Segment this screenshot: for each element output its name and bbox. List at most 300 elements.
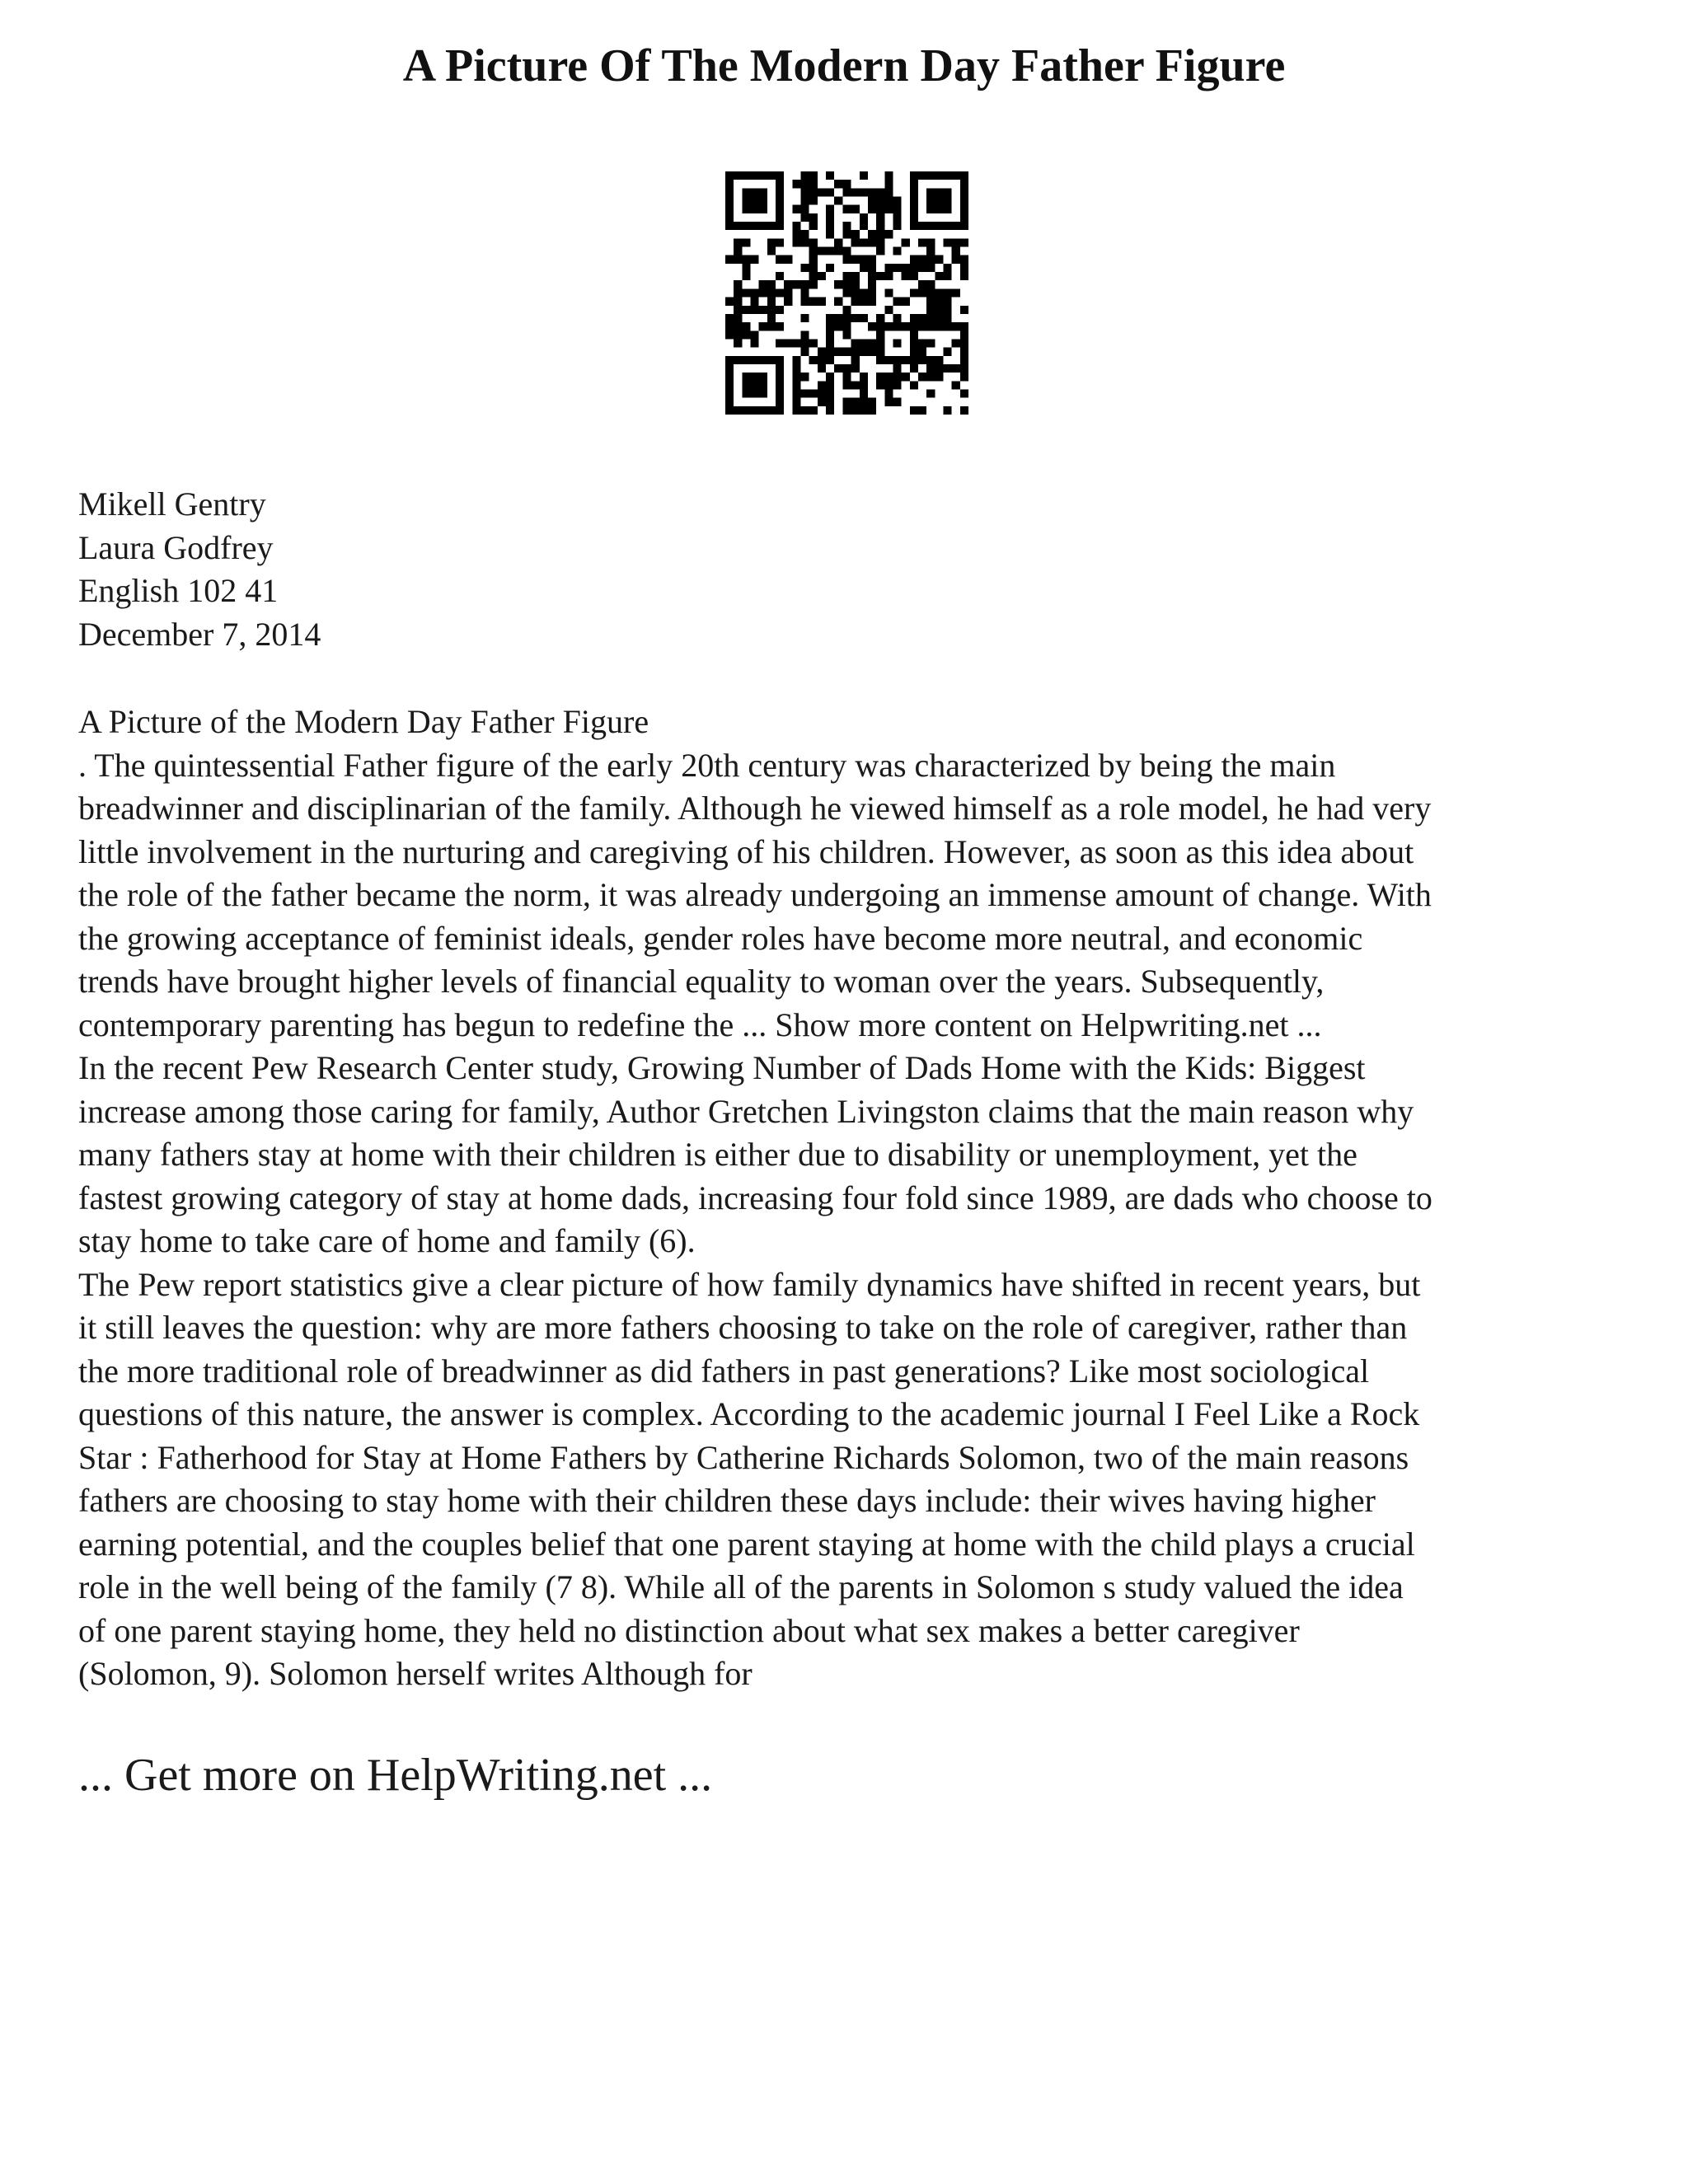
qr-module bbox=[943, 288, 951, 297]
qr-module bbox=[725, 180, 734, 188]
qr-module bbox=[809, 188, 818, 196]
qr-module bbox=[884, 230, 893, 238]
qr-module bbox=[952, 255, 960, 264]
qr-module bbox=[792, 230, 800, 238]
qr-module bbox=[876, 272, 884, 280]
qr-module bbox=[926, 280, 935, 288]
author-name: Mikell Gentry bbox=[78, 485, 266, 523]
qr-module bbox=[759, 188, 767, 196]
qr-module bbox=[952, 247, 960, 255]
qr-module bbox=[818, 364, 826, 373]
qr-module bbox=[734, 280, 742, 288]
qr-module bbox=[776, 381, 784, 389]
qr-module bbox=[884, 171, 893, 180]
qr-module bbox=[860, 171, 868, 180]
qr-module bbox=[801, 171, 809, 180]
qr-module bbox=[935, 255, 943, 264]
qr-module bbox=[734, 322, 742, 330]
qr-module bbox=[926, 306, 935, 314]
qr-module bbox=[725, 330, 734, 339]
qr-module bbox=[926, 389, 935, 397]
qr-module bbox=[751, 381, 759, 389]
qr-module bbox=[884, 398, 893, 406]
qr-module bbox=[751, 356, 759, 364]
qr-module bbox=[910, 314, 918, 322]
qr-module bbox=[742, 306, 750, 314]
qr-module bbox=[792, 180, 800, 188]
qr-module bbox=[884, 264, 893, 272]
qr-module bbox=[725, 205, 734, 213]
qr-module bbox=[910, 222, 918, 230]
essay-line: questions of this nature, the answer is complex. According to the academic journal I Feel Like a Rock bbox=[78, 1395, 1420, 1432]
qr-module bbox=[943, 322, 951, 330]
qr-module bbox=[818, 348, 826, 356]
qr-module bbox=[792, 238, 800, 246]
qr-module bbox=[734, 306, 742, 314]
qr-module bbox=[826, 356, 834, 364]
essay-line: stay home to take care of home and family (6). bbox=[78, 1222, 696, 1259]
qr-module bbox=[734, 314, 742, 322]
qr-module bbox=[910, 356, 918, 364]
qr-module bbox=[751, 389, 759, 397]
qr-module bbox=[767, 356, 776, 364]
qr-module bbox=[876, 222, 884, 230]
qr-module bbox=[776, 288, 784, 297]
qr-module bbox=[960, 197, 968, 205]
qr-module bbox=[884, 197, 893, 205]
qr-module bbox=[818, 381, 826, 389]
essay-line: . The quintessential Father figure of the early 20th century was characterized by being the main bbox=[78, 746, 1336, 784]
qr-module bbox=[960, 272, 968, 280]
qr-module bbox=[725, 364, 734, 373]
qr-module bbox=[935, 171, 943, 180]
qr-module bbox=[784, 288, 792, 297]
qr-module bbox=[842, 322, 851, 330]
qr-module bbox=[767, 406, 776, 415]
document-title: A Picture Of The Modern Day Father Figure bbox=[402, 40, 1286, 91]
qr-module bbox=[893, 314, 901, 322]
qr-module bbox=[818, 272, 826, 280]
qr-module bbox=[893, 298, 901, 306]
qr-module bbox=[876, 373, 884, 381]
qr-module bbox=[876, 339, 884, 347]
qr-module bbox=[884, 188, 893, 196]
qr-module bbox=[776, 188, 784, 196]
qr-module bbox=[834, 348, 842, 356]
qr-module bbox=[776, 272, 784, 280]
qr-module bbox=[784, 255, 792, 264]
qr-module bbox=[884, 322, 893, 330]
qr-module bbox=[809, 298, 818, 306]
qr-module bbox=[902, 356, 910, 364]
qr-module bbox=[842, 288, 851, 297]
qr-module bbox=[767, 247, 776, 255]
qr-module bbox=[742, 197, 750, 205]
qr-module bbox=[826, 205, 834, 213]
qr-module bbox=[834, 280, 842, 288]
qr-module bbox=[834, 180, 842, 188]
qr-module bbox=[751, 306, 759, 314]
qr-module bbox=[868, 339, 876, 347]
qr-module bbox=[902, 373, 910, 381]
qr-module bbox=[943, 238, 951, 246]
qr-module bbox=[910, 364, 918, 373]
qr-module bbox=[926, 339, 935, 347]
qr-module bbox=[842, 280, 851, 288]
qr-module bbox=[751, 339, 759, 347]
qr-module bbox=[826, 230, 834, 238]
qr-module bbox=[842, 247, 851, 255]
document-date: December 7, 2014 bbox=[78, 615, 321, 653]
qr-module bbox=[792, 280, 800, 288]
qr-module bbox=[776, 222, 784, 230]
qr-module bbox=[834, 247, 842, 255]
qr-module bbox=[725, 188, 734, 196]
qr-module bbox=[759, 406, 767, 415]
qr-module bbox=[902, 272, 910, 280]
qr-module bbox=[725, 381, 734, 389]
essay-line: The Pew report statistics give a clear picture of how family dynamics have shifted in recent years, but bbox=[78, 1265, 1421, 1303]
qr-module bbox=[792, 364, 800, 373]
qr-module bbox=[935, 364, 943, 373]
qr-module bbox=[876, 314, 884, 322]
qr-module bbox=[876, 238, 884, 246]
qr-module bbox=[918, 171, 926, 180]
qr-module bbox=[860, 389, 868, 397]
qr-module bbox=[926, 356, 935, 364]
qr-module bbox=[918, 238, 926, 246]
qr-module bbox=[767, 298, 776, 306]
qr-module bbox=[893, 381, 901, 389]
qr-module bbox=[742, 288, 750, 297]
qr-module bbox=[751, 298, 759, 306]
qr-module bbox=[759, 389, 767, 397]
qr-module bbox=[834, 197, 842, 205]
qr-module bbox=[725, 406, 734, 415]
qr-module bbox=[842, 348, 851, 356]
essay-line: In the recent Pew Research Center study, Growing Number of Dads Home with the Kids: Biggest bbox=[78, 1049, 1366, 1086]
qr-module bbox=[834, 314, 842, 322]
qr-module bbox=[893, 222, 901, 230]
qr-module bbox=[952, 339, 960, 347]
qr-module bbox=[851, 364, 860, 373]
qr-module bbox=[826, 247, 834, 255]
qr-module bbox=[801, 180, 809, 188]
qr-module bbox=[910, 330, 918, 339]
qr-module bbox=[910, 322, 918, 330]
qr-module bbox=[851, 381, 860, 389]
essay-line: (Solomon, 9). Solomon herself writes Although for bbox=[78, 1655, 753, 1692]
qr-module bbox=[776, 389, 784, 397]
qr-module bbox=[893, 356, 901, 364]
qr-module bbox=[751, 255, 759, 264]
qr-module bbox=[935, 205, 943, 213]
qr-module bbox=[926, 222, 935, 230]
qr-module bbox=[860, 238, 868, 246]
qr-module bbox=[918, 314, 926, 322]
essay-line: many fathers stay at home with their children is either due to disability or unemployment, yet the bbox=[78, 1136, 1357, 1173]
qr-module bbox=[725, 213, 734, 222]
essay-line: contemporary parenting has begun to redefine the ... Show more content on Helpwriting.net ... bbox=[78, 1005, 1322, 1043]
qr-module bbox=[742, 356, 750, 364]
qr-module bbox=[842, 222, 851, 230]
qr-module bbox=[842, 180, 851, 188]
qr-module bbox=[776, 205, 784, 213]
qr-module bbox=[910, 213, 918, 222]
qr-module bbox=[792, 389, 800, 397]
qr-module bbox=[851, 205, 860, 213]
get-more-link[interactable]: ... Get more on HelpWriting.net ... bbox=[78, 1750, 713, 1801]
qr-module bbox=[776, 180, 784, 188]
qr-module bbox=[809, 171, 818, 180]
qr-module bbox=[868, 406, 876, 415]
qr-module bbox=[860, 298, 868, 306]
essay-line: it still leaves the question: why are more fathers choosing to take on the role of caregiver, rather than bbox=[78, 1309, 1408, 1346]
qr-module bbox=[725, 373, 734, 381]
qr-module bbox=[801, 298, 809, 306]
qr-module bbox=[893, 264, 901, 272]
qr-module bbox=[851, 314, 860, 322]
qr-module bbox=[809, 213, 818, 222]
qr-module bbox=[767, 280, 776, 288]
qr-module bbox=[910, 288, 918, 297]
qr-module bbox=[876, 205, 884, 213]
qr-module bbox=[943, 314, 951, 322]
qr-module bbox=[767, 238, 776, 246]
qr-module bbox=[960, 348, 968, 356]
qr-module bbox=[742, 222, 750, 230]
qr-module bbox=[943, 364, 951, 373]
qr-module bbox=[926, 205, 935, 213]
qr-module bbox=[751, 171, 759, 180]
qr-module bbox=[851, 272, 860, 280]
qr-module bbox=[759, 356, 767, 364]
qr-module bbox=[918, 280, 926, 288]
essay-line: trends have brought higher levels of financial equality to woman over the years. Subsequently, bbox=[78, 963, 1325, 1000]
qr-module bbox=[960, 406, 968, 415]
qr-module bbox=[868, 298, 876, 306]
qr-module bbox=[725, 389, 734, 397]
qr-module bbox=[759, 373, 767, 381]
qr-module bbox=[851, 280, 860, 288]
qr-module bbox=[943, 188, 951, 196]
qr-module bbox=[801, 389, 809, 397]
qr-module bbox=[960, 222, 968, 230]
qr-module bbox=[801, 197, 809, 205]
qr-module bbox=[792, 381, 800, 389]
qr-module bbox=[776, 373, 784, 381]
qr-module bbox=[884, 272, 893, 280]
qr-module bbox=[742, 381, 750, 389]
qr-module bbox=[842, 314, 851, 322]
qr-module bbox=[918, 356, 926, 364]
qr-module bbox=[801, 280, 809, 288]
qr-module bbox=[884, 180, 893, 188]
qr-module bbox=[776, 238, 784, 246]
qr-module bbox=[893, 373, 901, 381]
qr-module bbox=[943, 197, 951, 205]
qr-module bbox=[809, 197, 818, 205]
qr-module bbox=[868, 264, 876, 272]
qr-module bbox=[893, 322, 901, 330]
qr-module bbox=[742, 171, 750, 180]
qr-module bbox=[918, 348, 926, 356]
qr-module bbox=[751, 406, 759, 415]
qr-module bbox=[910, 272, 918, 280]
qr-module bbox=[960, 306, 968, 314]
qr-module bbox=[851, 398, 860, 406]
qr-module bbox=[943, 222, 951, 230]
essay-line: increase among those caring for family, Author Gretchen Livingston claims that the main reason why bbox=[78, 1092, 1414, 1130]
qr-module bbox=[792, 406, 800, 415]
qr-module bbox=[809, 222, 818, 230]
qr-module bbox=[751, 197, 759, 205]
qr-module bbox=[742, 373, 750, 381]
qr-module bbox=[960, 213, 968, 222]
qr-module bbox=[910, 171, 918, 180]
qr-module bbox=[725, 222, 734, 230]
essay-line: little involvement in the nurturing and caregiving of his children. However, as soon as this idea about bbox=[78, 832, 1414, 870]
qr-module bbox=[926, 373, 935, 381]
qr-module bbox=[767, 322, 776, 330]
qr-module bbox=[842, 398, 851, 406]
qr-module bbox=[826, 406, 834, 415]
essay-line: fastest growing category of stay at home dads, increasing four fold since 1989, are dads who choose to bbox=[78, 1179, 1432, 1216]
qr-module bbox=[851, 255, 860, 264]
qr-module bbox=[943, 306, 951, 314]
qr-module bbox=[876, 230, 884, 238]
qr-module bbox=[851, 238, 860, 246]
qr-module bbox=[918, 373, 926, 381]
qr-module bbox=[776, 255, 784, 264]
qr-module bbox=[801, 330, 809, 339]
qr-module bbox=[935, 188, 943, 196]
qr-module bbox=[842, 205, 851, 213]
qr-module bbox=[926, 255, 935, 264]
qr-module bbox=[801, 188, 809, 196]
qr-module bbox=[801, 238, 809, 246]
qr-module bbox=[926, 238, 935, 246]
qr-module bbox=[801, 288, 809, 297]
qr-module bbox=[842, 306, 851, 314]
qr-module bbox=[751, 222, 759, 230]
qr-module bbox=[960, 255, 968, 264]
qr-module bbox=[926, 298, 935, 306]
qr-module bbox=[842, 406, 851, 415]
qr-module bbox=[801, 314, 809, 322]
qr-module bbox=[801, 406, 809, 415]
qr-module bbox=[918, 406, 926, 415]
qr-module bbox=[826, 322, 834, 330]
qr-module bbox=[818, 356, 826, 364]
qr-module bbox=[792, 205, 800, 213]
essay-line: A Picture of the Modern Day Father Figure bbox=[78, 703, 649, 740]
essay-body bbox=[78, 701, 1628, 1696]
essay-line: the more traditional role of breadwinner as did fathers in past generations? Like most sociological bbox=[78, 1352, 1370, 1390]
qr-module bbox=[826, 339, 834, 347]
qr-module bbox=[767, 288, 776, 297]
qr-module bbox=[742, 188, 750, 196]
qr-module bbox=[801, 205, 809, 213]
qr-module bbox=[910, 381, 918, 389]
qr-module bbox=[784, 280, 792, 288]
qr-module bbox=[876, 356, 884, 364]
qr-module bbox=[734, 406, 742, 415]
qr-module bbox=[893, 205, 901, 213]
qr-module bbox=[725, 298, 734, 306]
qr-module bbox=[742, 264, 750, 272]
qr-module bbox=[767, 222, 776, 230]
qr-module bbox=[792, 222, 800, 230]
course-name: English 102 41 bbox=[78, 572, 279, 609]
qr-module bbox=[868, 272, 876, 280]
qr-module bbox=[935, 356, 943, 364]
qr-module bbox=[767, 171, 776, 180]
qr-module bbox=[801, 264, 809, 272]
qr-module bbox=[842, 330, 851, 339]
qr-module bbox=[902, 298, 910, 306]
qr-module bbox=[876, 247, 884, 255]
qr-module bbox=[725, 171, 734, 180]
qr-module bbox=[868, 348, 876, 356]
qr-module bbox=[918, 339, 926, 347]
qr-module bbox=[860, 373, 868, 381]
qr-module bbox=[952, 364, 960, 373]
qr-module bbox=[809, 389, 818, 397]
qr-module bbox=[851, 288, 860, 297]
qr-module bbox=[868, 188, 876, 196]
essay-line: earning potential, and the couples belief that one parent staying at home with the child plays a crucial bbox=[78, 1525, 1415, 1563]
qr-module bbox=[851, 348, 860, 356]
qr-module bbox=[868, 288, 876, 297]
qr-module bbox=[876, 348, 884, 356]
qr-module bbox=[935, 314, 943, 322]
qr-module bbox=[893, 247, 901, 255]
qr-module bbox=[834, 322, 842, 330]
qr-module bbox=[751, 288, 759, 297]
qr-module bbox=[935, 322, 943, 330]
qr-module bbox=[893, 213, 901, 222]
qr-module bbox=[876, 197, 884, 205]
qr-module bbox=[834, 238, 842, 246]
qr-module bbox=[910, 339, 918, 347]
essay-line: the growing acceptance of feminist ideals, gender roles have become more neutral, and economic bbox=[78, 919, 1363, 957]
qr-module bbox=[725, 322, 734, 330]
qr-module bbox=[759, 322, 767, 330]
qr-module bbox=[725, 314, 734, 322]
qr-module bbox=[868, 197, 876, 205]
qr-module bbox=[725, 398, 734, 406]
qr-module bbox=[826, 188, 834, 196]
qr-module bbox=[902, 238, 910, 246]
qr-module bbox=[759, 306, 767, 314]
qr-module bbox=[884, 356, 893, 364]
qr-module bbox=[767, 314, 776, 322]
qr-module bbox=[809, 264, 818, 272]
qr-module bbox=[860, 406, 868, 415]
qr-module bbox=[834, 364, 842, 373]
qr-module bbox=[902, 322, 910, 330]
qr-module bbox=[952, 322, 960, 330]
qr-module bbox=[809, 238, 818, 246]
essay-line: the role of the father became the norm, it was already undergoing an immense amount of change. With bbox=[78, 876, 1432, 913]
qr-module bbox=[734, 298, 742, 306]
qr-module bbox=[918, 255, 926, 264]
qr-module bbox=[734, 247, 742, 255]
qr-module bbox=[734, 356, 742, 364]
qr-module bbox=[926, 322, 935, 330]
qr-module bbox=[960, 205, 968, 213]
